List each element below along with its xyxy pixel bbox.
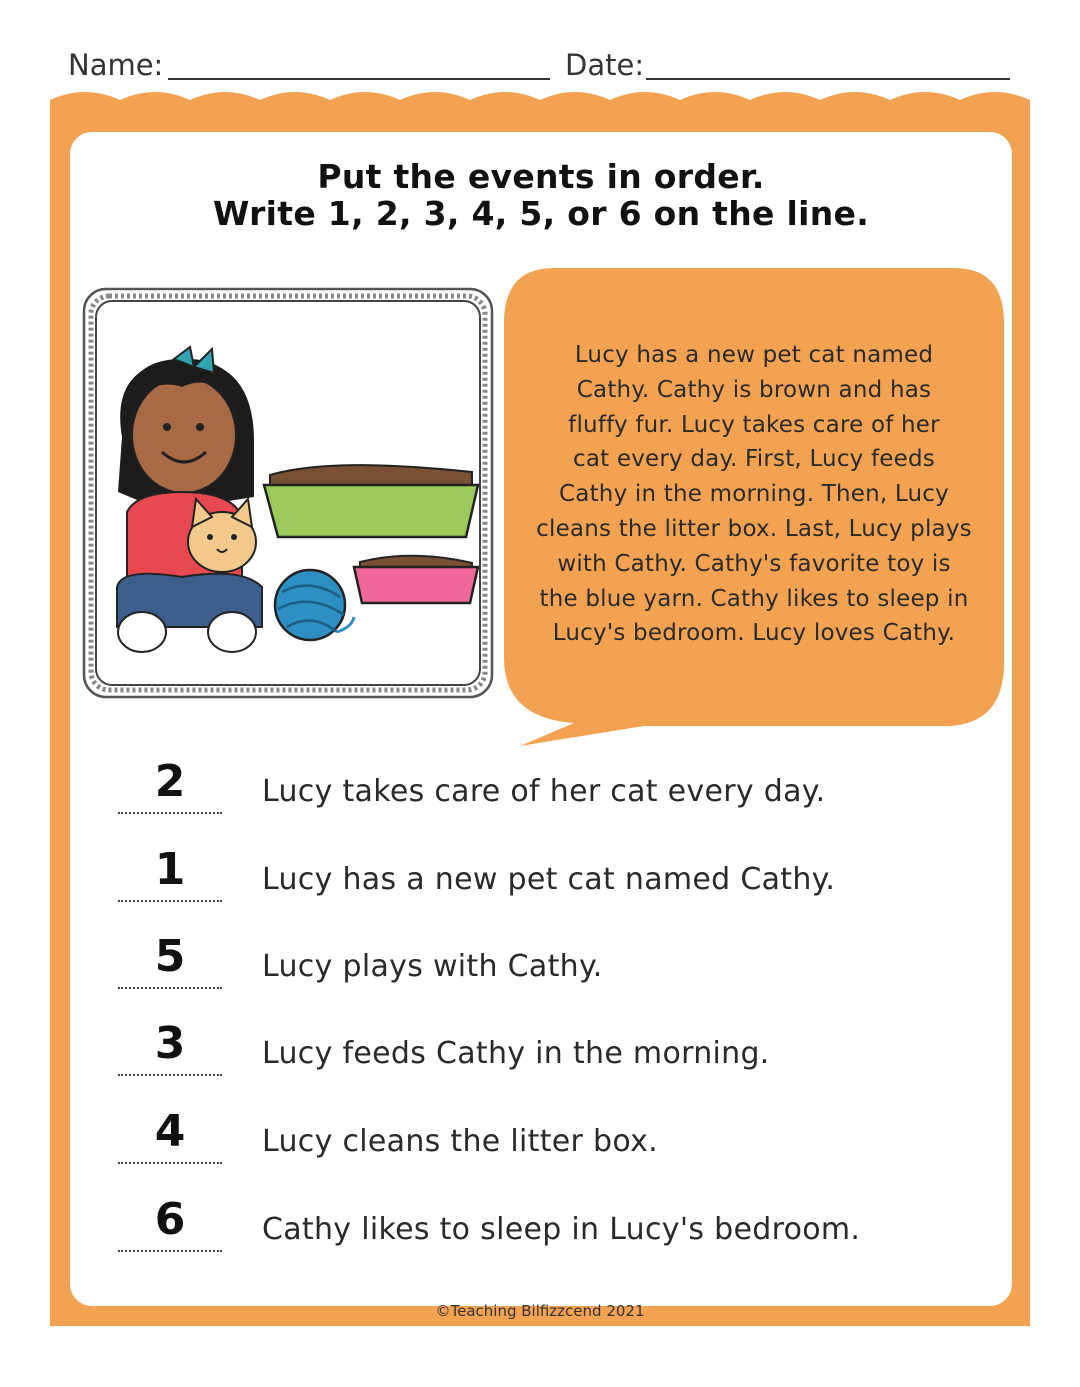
story-line: fluffy fur. Lucy takes care of her: [568, 411, 940, 438]
story-line: cat every day. First, Lucy feeds: [573, 446, 935, 473]
story-text: [535, 338, 973, 651]
copyright-footer: ©Teaching Bilfizzcend 2021: [435, 1302, 645, 1320]
answer-line[interactable]: [118, 1250, 222, 1252]
answer-number[interactable]: 3: [154, 1018, 186, 1069]
story-line: Cathy in the morning. Then, Lucy: [559, 481, 949, 508]
answer-number[interactable]: 5: [154, 931, 186, 982]
answer-line[interactable]: [118, 1074, 222, 1076]
answer-line[interactable]: [118, 812, 222, 814]
litter-box-icon: [264, 465, 478, 537]
answer-number[interactable]: 2: [154, 756, 186, 807]
event-sentence: Lucy takes care of her cat every day.: [262, 774, 826, 809]
food-bowl-icon: [354, 556, 478, 603]
event-row: [0, 1018, 1080, 1104]
illustration-card: [82, 287, 494, 699]
story-line: the blue yarn. Cathy likes to sleep in: [539, 585, 969, 612]
name-line[interactable]: [168, 78, 550, 80]
date-line[interactable]: [646, 78, 1010, 80]
event-row: [0, 844, 1080, 930]
event-sentence: Lucy plays with Cathy.: [262, 949, 603, 984]
event-row: [0, 1106, 1080, 1192]
story-line: with Cathy. Cathy's favorite toy is: [557, 550, 951, 577]
date-label: Date:: [565, 48, 645, 82]
story-line: Lucy has a new pet cat named: [574, 342, 934, 368]
event-sentence: Cathy likes to sleep in Lucy's bedroom.: [262, 1212, 861, 1247]
instruction-title: Put the events in order.: [317, 157, 765, 196]
event-row: [0, 931, 1080, 1017]
event-row: [0, 756, 1080, 842]
header-row: [68, 40, 1010, 90]
scalloped-border: [50, 84, 1030, 116]
event-row: [0, 1194, 1080, 1280]
answer-line[interactable]: [118, 900, 222, 902]
event-sentence: Lucy feeds Cathy in the morning.: [262, 1036, 770, 1071]
answer-number[interactable]: 6: [154, 1194, 186, 1245]
name-label: Name:: [68, 48, 164, 82]
answer-number[interactable]: 4: [154, 1106, 186, 1157]
story-line: cleans the litter box. Last, Lucy plays: [536, 515, 972, 542]
story-line: Cathy. Cathy is brown and has: [576, 376, 932, 403]
event-sentence: Lucy cleans the litter box.: [262, 1124, 658, 1159]
answer-line[interactable]: [118, 1162, 222, 1164]
answer-number[interactable]: 1: [154, 844, 186, 895]
instruction-subtitle: Write 1, 2, 3, 4, 5, or 6 on the line.: [212, 194, 870, 233]
answer-line[interactable]: [118, 987, 222, 989]
story-line: Lucy's bedroom. Lucy loves Cathy.: [552, 620, 956, 647]
event-sentence: Lucy has a new pet cat named Cathy.: [262, 862, 836, 897]
